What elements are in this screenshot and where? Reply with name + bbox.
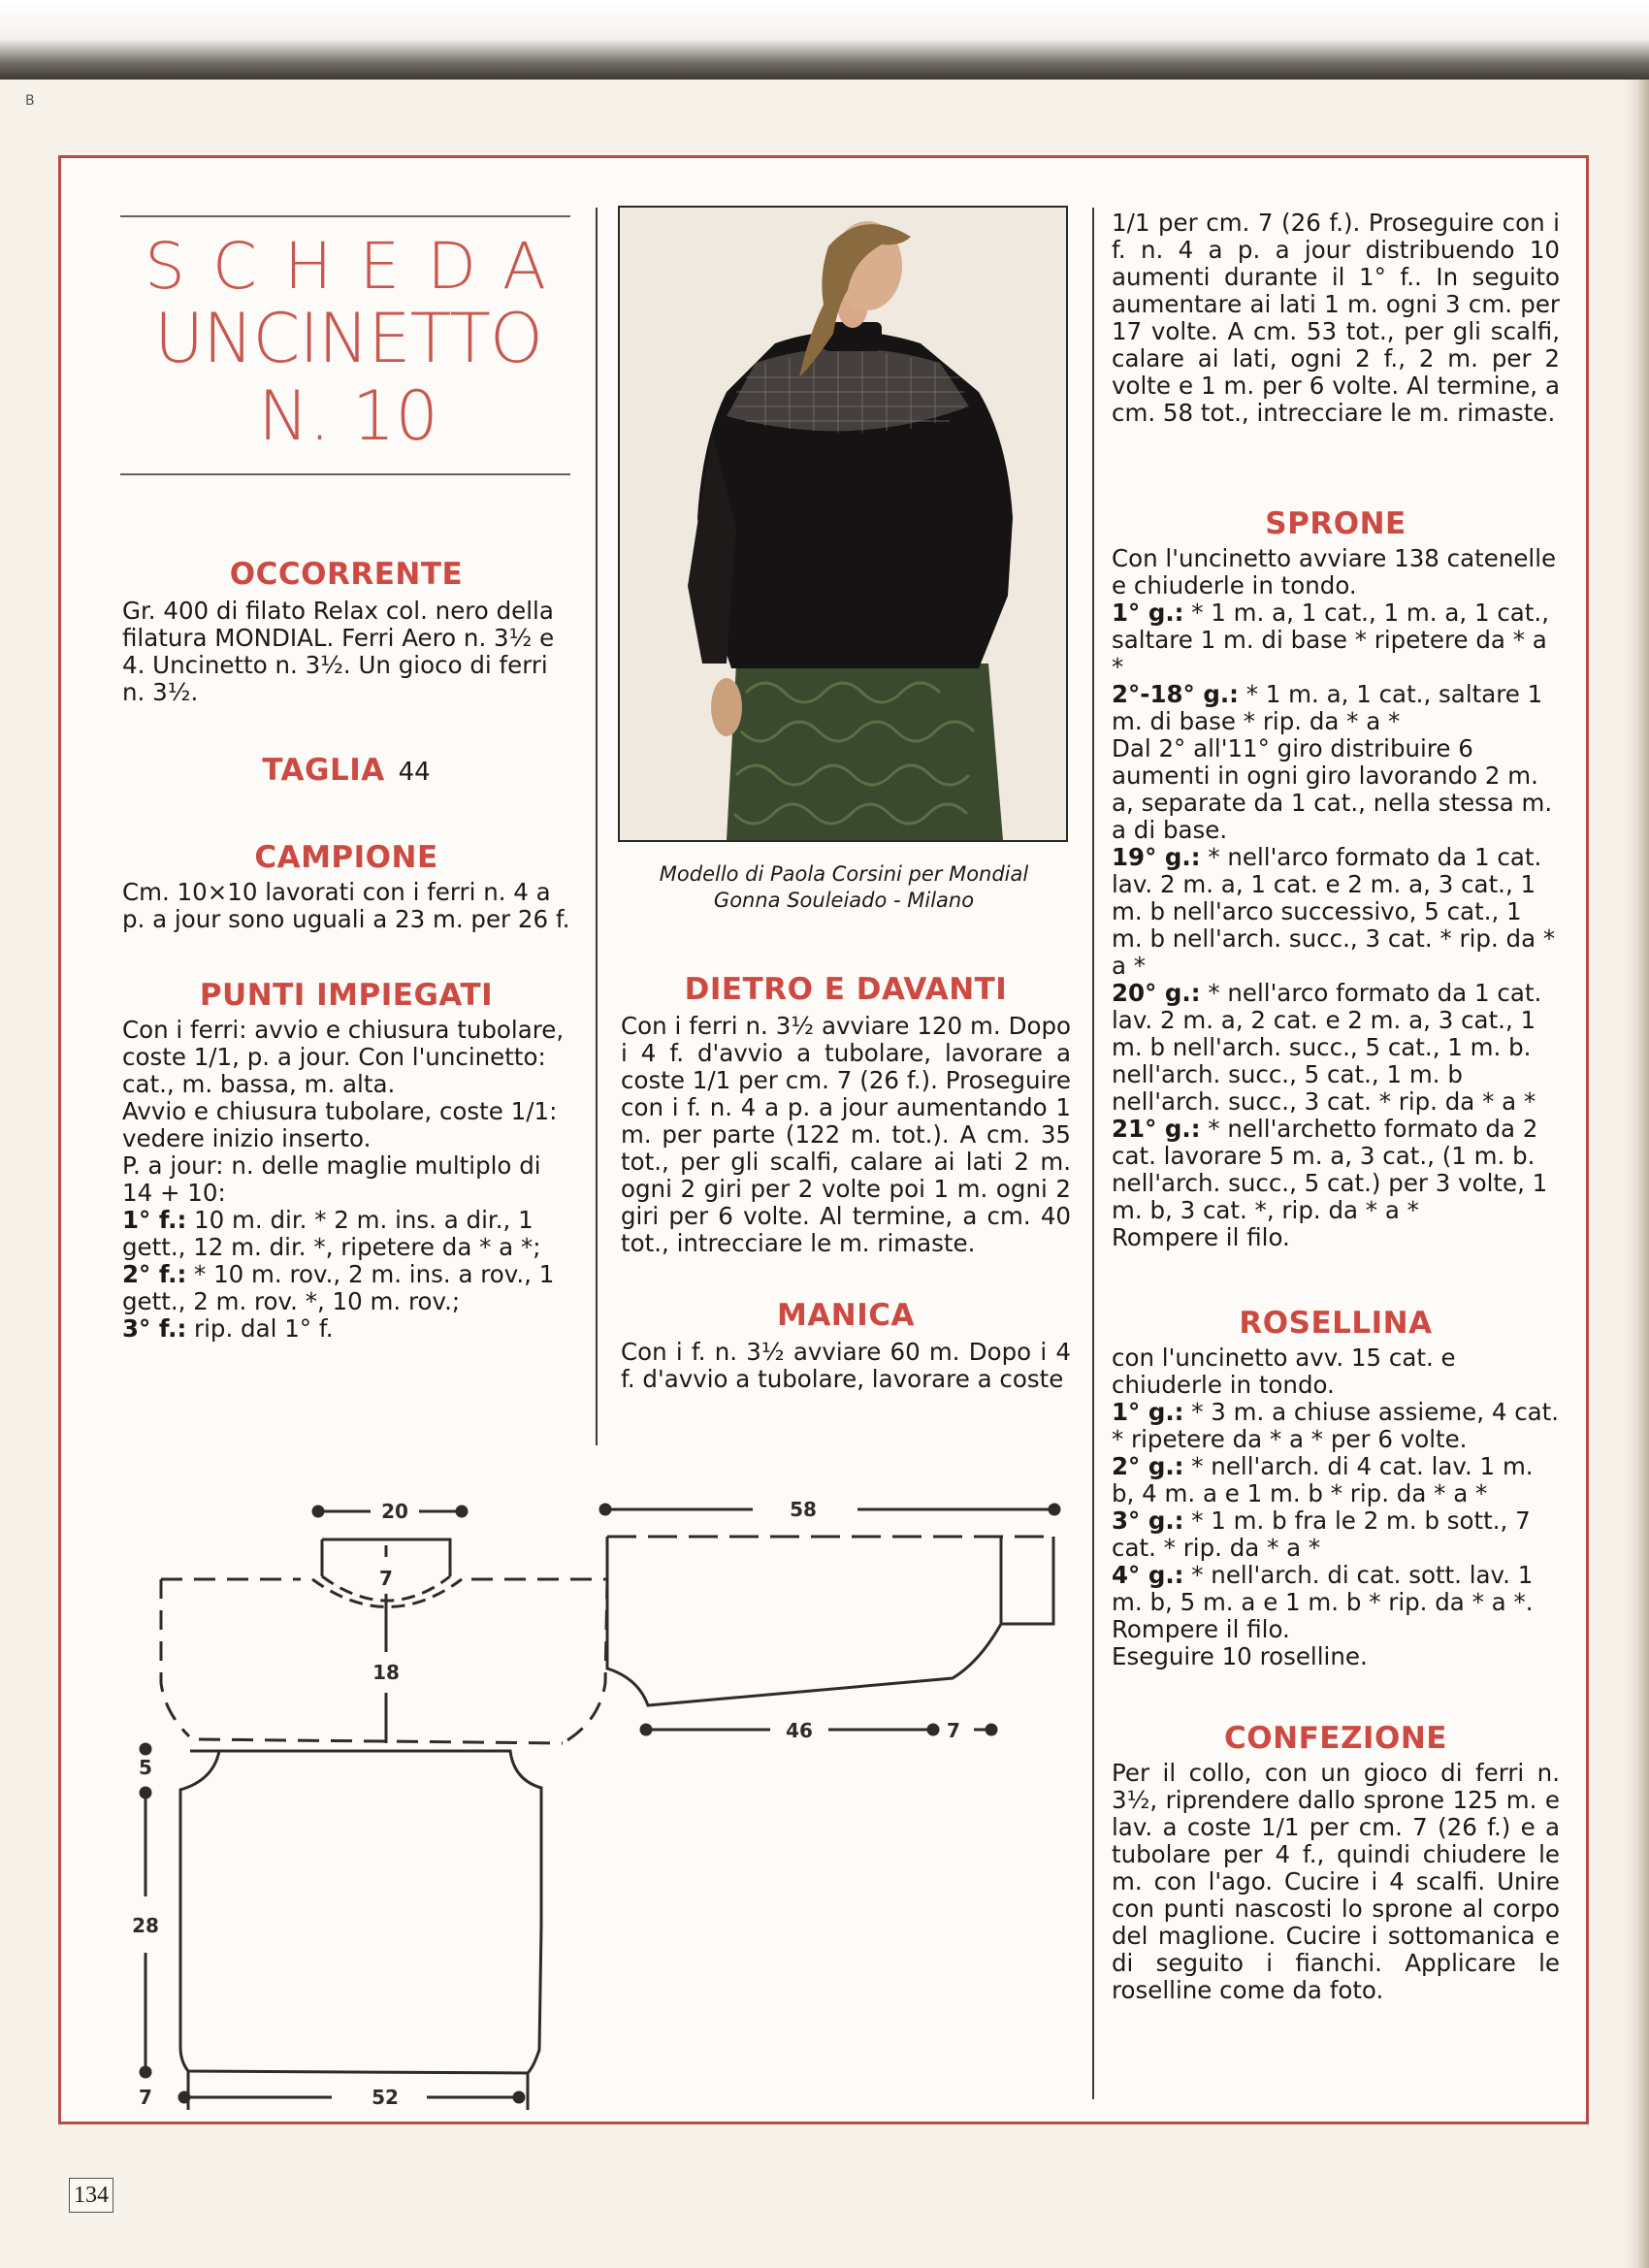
rosellina-row: [1112, 1643, 1560, 1670]
sprone-row: [1112, 735, 1560, 844]
dim-sleeve-length: 58: [790, 1498, 817, 1521]
heading-rosellina: ROSELLINA: [1239, 1306, 1433, 1341]
punti-row-3: [122, 1315, 570, 1343]
row-label: 2° g.:: [1112, 1452, 1184, 1480]
title-block: [120, 215, 576, 475]
row-label: 3° g.:: [1112, 1507, 1184, 1535]
rosellina-intro: con l'uncinetto avv. 15 cat. e chiuderle in tondo.: [1112, 1344, 1456, 1399]
occorrente-text: Gr. 400 di filato Relax col. nero della filatura MONDIAL. Ferri Aero n. 3½ e 4. Uncinetto n. 3½. Un gioco di ferri n. 3½.: [122, 597, 555, 706]
row-text: * 1 m. a, 1 cat., saltare 1 m. di base * rip. da * a *: [1112, 680, 1543, 735]
rosellina-row: [1112, 1507, 1560, 1562]
row-label: 4° g.:: [1112, 1561, 1184, 1589]
dim-body-width: 52: [372, 2086, 399, 2109]
confezione-text: Per il collo, con un gioco di ferri n. 3½, riprendere dallo sprone 125 m. e lav. a coste 1/1 per cm. 7 (26 f.) e a tubolare per 4 f., quindi chiudere le m. con l'ago. Cucire i 4 scalfi. Unire con punti nascosti lo sprone al corpo del maglione. Cucire i sottomanica e di seguito i fianchi. Applicare le roselline come da foto.: [1112, 1759, 1560, 2004]
title-line-3: N. 10: [258, 376, 438, 456]
dim-body-height: 28: [132, 1914, 159, 1937]
dim-neck-depth: 7: [379, 1567, 393, 1590]
punti-text-1: Con i ferri: avvio e chiusura tubolare, coste 1/1, p. a jour. Con l'uncinetto: cat., m. bassa, m. alta.: [122, 1016, 565, 1098]
row-label: 21° g.:: [1112, 1115, 1201, 1143]
title-rule-bottom: [120, 473, 570, 475]
row-text: Dal 2° all'11° giro distribuire 6 aumenti in ogni giro lavorando 2 m. a, separate da 1 cat., nella stessa m. a di base.: [1112, 734, 1553, 844]
dim-sleeve-main: 46: [786, 1719, 813, 1742]
sprone-intro: Con l'uncinetto avviare 138 catenelle e chiuderle in tondo.: [1112, 544, 1557, 599]
sleeve-schematic: [600, 1498, 1059, 1742]
photo-caption: [611, 861, 1077, 914]
body-schematic: [132, 1500, 607, 2110]
row-label: 2°-18° g.:: [1112, 680, 1239, 708]
row-text: * nell'archetto formato da 2 cat. lavorare 5 m. a, 3 cat., (1 m. b. nell'arch. succ., 5 cat.) per 3 volte, 1 m. b, 3 cat. *, rip. da * a *: [1112, 1115, 1548, 1224]
row-text: Eseguire 10 roselline.: [1112, 1642, 1368, 1670]
row-label: 1° g.:: [1112, 599, 1184, 627]
row-text: Rompere il filo.: [1112, 1223, 1290, 1251]
caption-line-1: Modello di Paola Corsini per Mondial: [659, 862, 1029, 886]
punti-text-3: P. a jour: n. delle maglie multiplo di 14 + 10:: [122, 1151, 541, 1207]
row-text: * 1 m. b fra le 2 m. b sott., 7 cat. * rip. da * a *: [1112, 1507, 1531, 1562]
scan-top-edge: [0, 0, 1649, 80]
row-label: 20° g.:: [1112, 979, 1201, 1007]
title-line-2: UNCINETTO: [153, 299, 543, 378]
scan-right-edge: [1624, 80, 1649, 2268]
manica-text-continued: 1/1 per cm. 7 (26 f.). Proseguire con i f. n. 4 a p. a jour distribuendo 10 aumenti durante il 1° f.. In seguito aumentare ai lati 1 m. ogni 3 cm. per 17 volte. A cm. 53 tot., per gli scalfi, calare ai lati, ogni 2 f., 2 m. per 2 volte e 1 m. per 6 volte. Al termine, a cm. 58 tot., intrecciare le m. rimaste.: [1112, 209, 1560, 427]
caption-line-2: Gonna Souleiado - Milano: [713, 889, 975, 912]
row-text: * 10 m. rov., 2 m. ins. a rov., 1 gett., 2 m. rov. *, 10 m. rov.;: [122, 1260, 555, 1315]
sprone-row: [1112, 1116, 1560, 1224]
row-text: * nell'arco formato da 1 cat. lav. 2 m. a, 2 cat. e 2 m. a, 3 cat., 1 m. b nell'arch. succ., 5 cat., 1 m. b. nell'arch. succ., 5 cat., 1 m. b nell'arch. succ., 3 cat. * rip. da * a *: [1112, 979, 1542, 1116]
dietro-text: Con i ferri n. 3½ avviare 120 m. Dopo i 4 f. d'avvio a tubolare, lavorare a coste 1/1 per cm. 7 (26 f.). Proseguire con i f. n. 4 a p. a jour aumentando 1 m. per parte (122 m. tot.). A cm. 35 tot., per gli scalfi, calare ai lati 2 m. ogni 2 giri per 2 volte poi 1 m. ogni 2 giri per 6 volte. Al termine, a cm. 40 tot., intrecciare le m. rimaste.: [621, 1012, 1071, 1257]
row-text: * 3 m. a chiuse assieme, 4 cat. * ripetere da * a * per 6 volte.: [1112, 1398, 1560, 1453]
column-divider-1: [596, 208, 598, 1445]
row-text: 10 m. dir. * 2 m. ins. a dir., 1 gett., 12 m. dir. *, ripetere da * a *;: [122, 1206, 541, 1261]
punti-text-2: Avvio e chiusura tubolare, coste 1/1: vedere inizio inserto.: [122, 1097, 558, 1152]
taglia-value: 44: [398, 758, 431, 787]
sprone-row: [1112, 599, 1560, 681]
row-label: 2° f.:: [122, 1260, 187, 1288]
row-text: * 1 m. a, 1 cat., 1 m. a, 1 cat., saltare 1 m. di base * ripetere da * a *: [1112, 599, 1549, 681]
rosellina-row: [1112, 1453, 1560, 1507]
row-label: 1° g.:: [1112, 1398, 1184, 1426]
campione-text: Cm. 10×10 lavorati con i ferri n. 4 a p. a jour sono uguali a 23 m. per 26 f.: [122, 878, 570, 933]
sprone-row: [1112, 980, 1560, 1116]
row-label: 19° g.:: [1112, 843, 1201, 871]
heading-occorrente: OCCORRENTE: [229, 557, 464, 592]
sprone-row: [1112, 681, 1560, 735]
heading-campione: CAMPIONE: [254, 840, 438, 875]
heading-confezione: CONFEZIONE: [1224, 1721, 1447, 1756]
corner-mark: B: [25, 93, 35, 109]
row-text: rip. dal 1° f.: [186, 1314, 334, 1343]
heading-punti-impiegati: PUNTI IMPIEGATI: [199, 978, 494, 1013]
column-3: [1112, 210, 1560, 2004]
sprone-row: [1112, 844, 1560, 980]
column-divider-2: [1092, 208, 1094, 2099]
column-2: [621, 972, 1071, 1393]
taglia-row: [122, 753, 570, 788]
row-text: * nell'arch. di cat. sott. lav. 1 m. b, 5 m. a e 1 m. b * rip. da * a *.: [1112, 1561, 1534, 1616]
dim-cuff: 7: [947, 1719, 960, 1742]
row-text: Rompere il filo.: [1112, 1615, 1290, 1643]
row-label: 1° f.:: [122, 1206, 187, 1234]
model-photo: [618, 206, 1068, 842]
sprone-row: [1112, 1224, 1560, 1251]
rosellina-row: [1112, 1616, 1560, 1643]
dim-armhole: 5: [139, 1756, 152, 1779]
row-text: * nell'arch. di 4 cat. lav. 1 m. b, 4 m. a e 1 m. b * rip. da * a *: [1112, 1452, 1534, 1507]
title-rule-top: [120, 215, 570, 217]
punti-row-1: [122, 1207, 570, 1261]
row-text: * nell'arco formato da 1 cat. lav. 2 m. a, 1 cat. e 2 m. a, 3 cat., 1 m. b nell'arco successivo, 5 cat., 1 m. b nell'arch. succ., 3 cat. * rip. da * a *: [1112, 843, 1556, 980]
heading-taglia: TAGLIA: [262, 753, 385, 788]
column-1: [122, 557, 570, 1343]
model-photo-illustration: [620, 208, 1066, 840]
dim-neck-width: 20: [381, 1500, 408, 1523]
pattern-schematic: [107, 1489, 1086, 2110]
dim-rib: 7: [139, 2086, 152, 2109]
title-line-1: SCHEDA: [144, 229, 574, 304]
dim-yoke-height: 18: [372, 1661, 400, 1684]
page-number: 134: [69, 2178, 113, 2213]
punti-row-2: [122, 1261, 570, 1315]
rosellina-row: [1112, 1399, 1560, 1453]
rosellina-row: [1112, 1562, 1560, 1616]
heading-manica: MANICA: [776, 1298, 916, 1333]
manica-text-start: Con i f. n. 3½ avviare 60 m. Dopo i 4 f. d'avvio a tubolare, lavorare a coste: [621, 1338, 1071, 1393]
heading-dietro-e-davanti: DIETRO E DAVANTI: [684, 972, 1008, 1007]
heading-sprone: SPRONE: [1265, 506, 1406, 541]
row-label: 3° f.:: [122, 1314, 187, 1343]
